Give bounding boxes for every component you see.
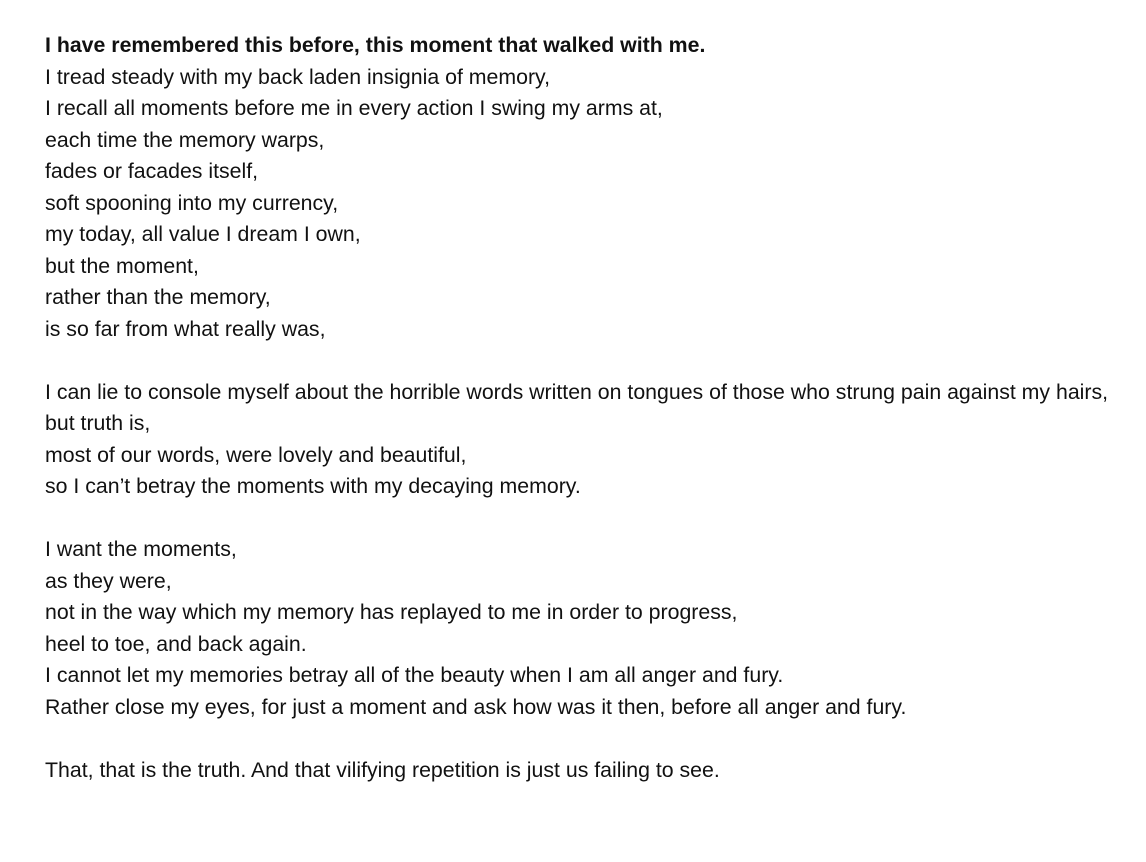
poem-line: I tread steady with my back laden insignia of memory, <box>45 64 551 89</box>
poem-line: I want the moments, <box>45 537 237 561</box>
poem-line: I cannot let my memories betray all of the beauty when I am all anger and fury. <box>45 663 784 687</box>
poem-line: not in the way which my memory has replayed to me in order to progress, <box>45 600 738 624</box>
poem-line: rather than the memory, <box>45 285 271 309</box>
poem-document <box>45 30 1115 786</box>
poem-line: fades or facades itself, <box>45 159 259 183</box>
poem-line: soft spooning into my currency, <box>45 190 339 215</box>
poem-line: I can lie to console myself about the horrible words written on tongues of those who strung pain against my hairs, <box>45 379 1109 404</box>
poem-closing-line: That, that is the truth. And that vilifying repetition is just us failing to see. <box>45 757 720 782</box>
poem-line: but the moment, <box>45 253 199 278</box>
poem-line: my today, all value I dream I own, <box>45 222 361 246</box>
poem-line: as they were, <box>45 568 172 593</box>
poem-line: but truth is, <box>45 411 151 435</box>
poem-title: I have remembered this before, this moment that walked with me. <box>45 33 706 57</box>
poem-line: I recall all moments before me in every action I swing my arms at, <box>45 96 663 120</box>
stanza-break <box>45 503 1115 535</box>
poem-line: most of our words, were lovely and beautiful, <box>45 442 467 467</box>
poem-line: is so far from what really was, <box>45 316 326 341</box>
stanza-break <box>45 345 1115 377</box>
stanza-break <box>45 723 1115 755</box>
poem-line: Rather close my eyes, for just a moment and ask how was it then, before all anger and fury. <box>45 694 907 719</box>
poem-line: so I can’t betray the moments with my decaying memory. <box>45 474 581 498</box>
poem-line: each time the memory warps, <box>45 127 325 152</box>
poem-line: heel to toe, and back again. <box>45 631 307 656</box>
